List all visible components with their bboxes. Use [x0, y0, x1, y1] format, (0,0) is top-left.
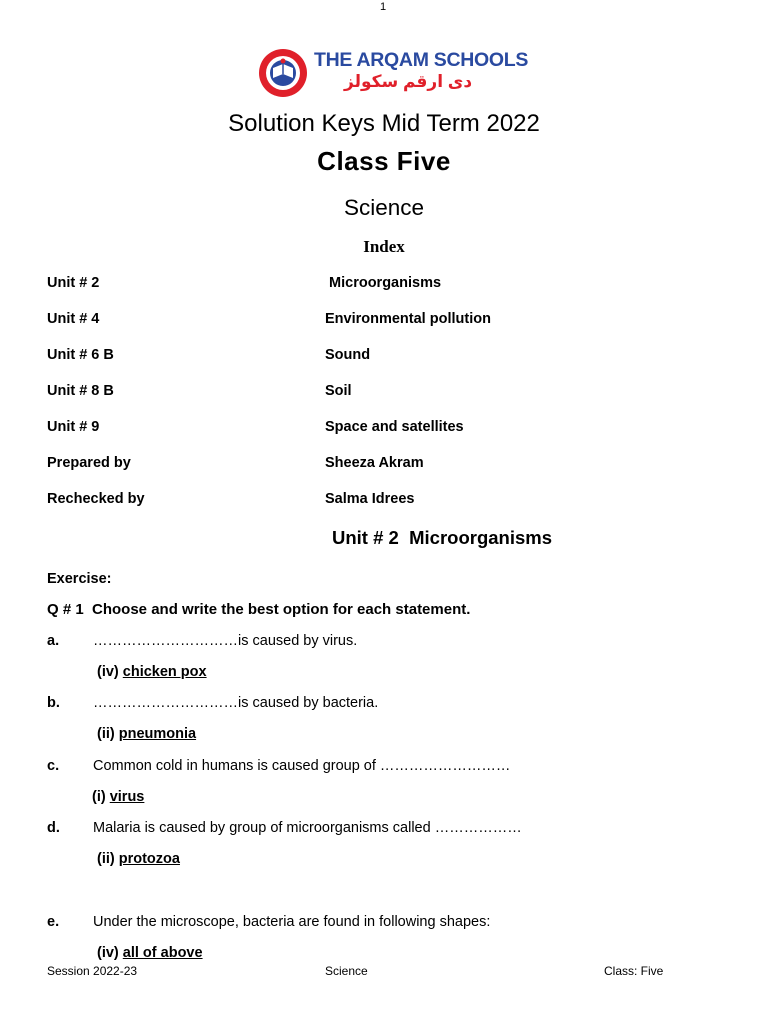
subject-title: Science — [343, 195, 425, 220]
index-left-cell: Unit # 4 — [47, 311, 100, 327]
item-answer-line — [92, 789, 144, 805]
question-text: Q # 1 Choose and write the best option for each statement. — [47, 601, 471, 618]
option-number: (iv) — [97, 664, 123, 680]
index-right-cell: Microorganisms — [325, 275, 442, 291]
item-statement: Common cold in humans is caused group of ……………………… — [93, 758, 511, 774]
item-letter: b. — [47, 695, 60, 711]
index-left-cell: Unit # 6 B — [47, 347, 114, 363]
section-heading: Unit # 2 Microorganisms — [332, 527, 552, 548]
index-right-cell: Environmental pollution — [325, 311, 491, 327]
answer-text: chicken pox — [122, 664, 207, 680]
answer-text: pneumonia — [118, 726, 197, 742]
index-right-cell: Salma Idrees — [325, 491, 415, 507]
school-name-urdu: دی ارقم سکولز — [344, 72, 473, 91]
item-statement: Malaria is caused by group of microorganisms called ……………… — [93, 820, 522, 836]
item-answer-line — [97, 726, 196, 742]
item-letter: d. — [47, 820, 60, 836]
answer-text: all of above — [122, 945, 203, 961]
item-answer-line — [97, 851, 180, 867]
option-number: (ii) — [97, 851, 119, 867]
item-answer-line — [97, 945, 203, 961]
index-right-cell: Sound — [325, 347, 371, 363]
item-statement: …………………………is caused by virus. — [93, 633, 358, 649]
class-title: Class Five — [317, 146, 451, 176]
school-logo — [254, 46, 529, 102]
option-number: (ii) — [97, 726, 119, 742]
item-letter: a. — [47, 633, 60, 649]
item-letter: c. — [47, 758, 60, 774]
footer-class: Class: Five — [604, 964, 664, 978]
footer-session: Session 2022-23 — [47, 964, 138, 978]
school-name: THE ARQAM SCHOOLS — [314, 49, 529, 71]
item-statement: Under the microscope, bacteria are found in following shapes: — [93, 914, 491, 930]
option-number: (i) — [92, 789, 110, 805]
index-title: Index — [363, 237, 405, 256]
index-right-cell: Sheeza Akram — [325, 455, 424, 471]
item-statement: …………………………is caused by bacteria. — [93, 695, 379, 711]
footer-subject: Science — [325, 964, 368, 978]
index-left-cell: Unit # 2 — [47, 275, 100, 291]
school-crest-icon — [258, 48, 308, 98]
index-left-cell: Unit # 9 — [47, 419, 100, 435]
index-right-cell: Soil — [325, 383, 352, 399]
answer-text: protozoa — [118, 851, 180, 867]
index-right-cell: Space and satellites — [325, 419, 464, 435]
exercise-label: Exercise: — [47, 571, 112, 587]
document-title: Solution Keys Mid Term 2022 — [228, 110, 540, 137]
index-left-cell: Unit # 8 B — [47, 383, 114, 399]
page-number: 1 — [380, 1, 387, 13]
index-left-cell: Prepared by — [47, 455, 131, 471]
item-answer-line — [97, 664, 207, 680]
item-letter: e. — [47, 914, 60, 930]
answer-text: virus — [109, 789, 145, 805]
option-number: (iv) — [97, 945, 123, 961]
index-left-cell: Rechecked by — [47, 491, 145, 507]
